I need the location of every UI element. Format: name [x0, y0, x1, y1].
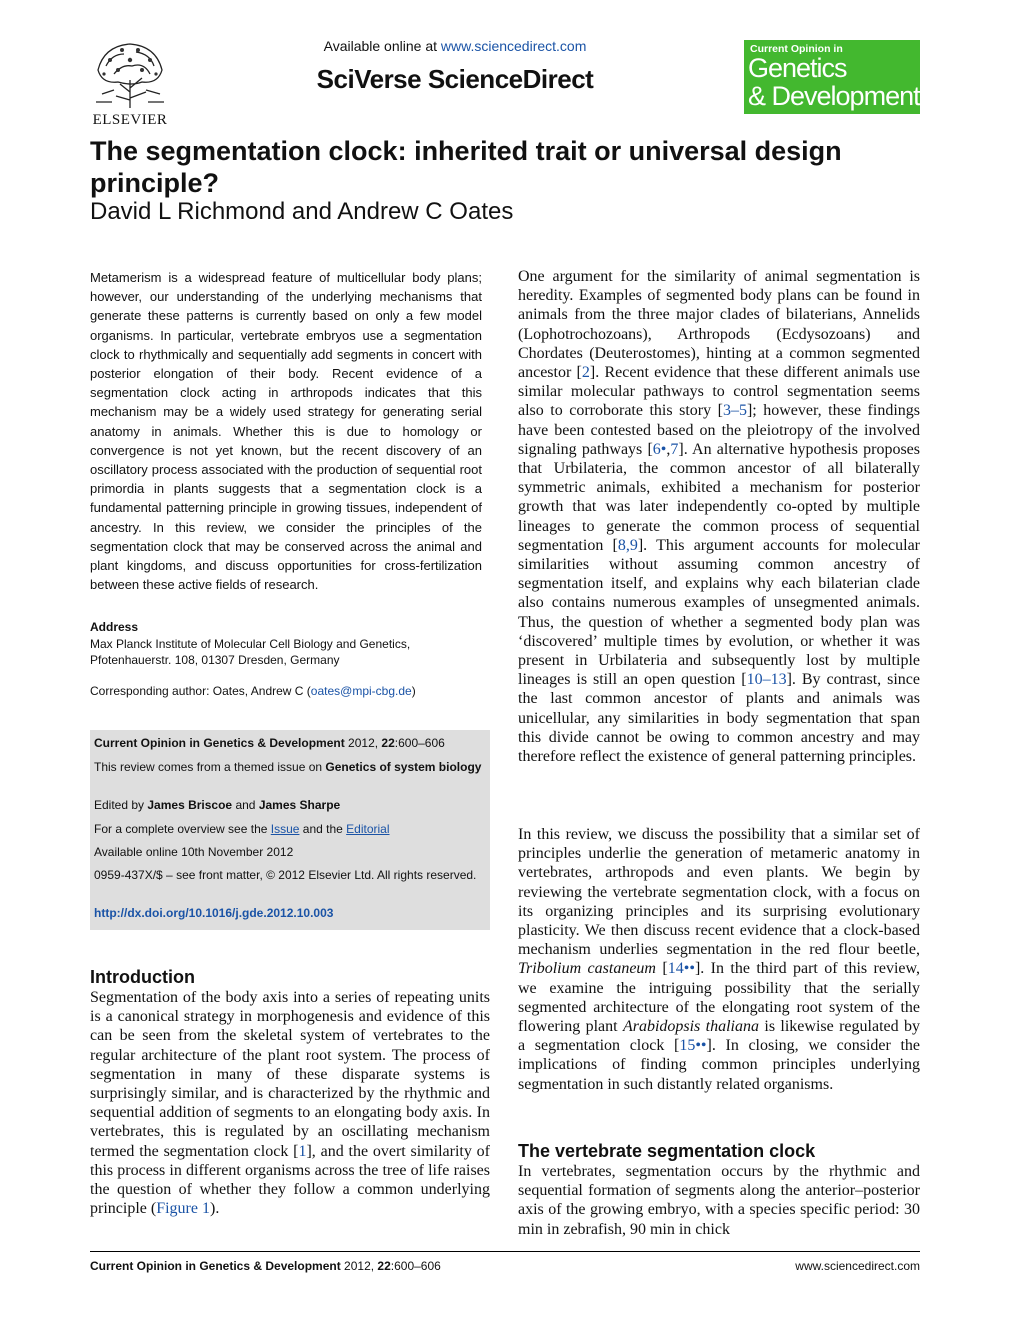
elsevier-logo — [90, 40, 170, 128]
info-journal: Current Opinion in Genetics & Development — [94, 736, 345, 750]
info-theme: Genetics of system biology — [325, 760, 482, 774]
info-overview — [94, 822, 484, 837]
address-line-2: Pfotenhauerstr. 108, 01307 Dresden, Germany — [90, 653, 340, 667]
ref-6-link[interactable]: 6• — [652, 440, 667, 458]
footer-pages: :600–606 — [390, 1259, 441, 1273]
footer-year: 2012, — [344, 1259, 375, 1273]
ref-7-link[interactable]: 7 — [670, 440, 679, 458]
p1-text-e: ]. This argument accounts for molecular similarities without assuming common ancestry of segmentation itself, and explains why each bilaterian clade also contains numerous examples of unsegmented animals. Thus, the question of whether a segmented body plan was ‘discovered’ multiple times by evolution, or whether it was present in Urbilateria and subsequently lost by multiple lineages is still an open question [ — [518, 536, 921, 689]
info-edited-prefix: Edited by — [94, 798, 148, 812]
species-arabidopsis: Arabidopsis thaliana — [622, 1018, 759, 1036]
address — [90, 636, 482, 668]
footer-volume: 22 — [377, 1259, 391, 1273]
info-citation — [94, 736, 484, 751]
p2-text-a: In this review, we discuss the possibility that a similar set of principles underlie the generation of metameric anatomy in vertebrates, arthropods and even plants. We begin by reviewing the vertebrate segmentation clock, with a focus on its organizing principles and its surprising evolutionary plasticity. We then discuss recent evidence that a clock-based mechanism underlies segmentation in the red flour beetle, — [518, 826, 920, 959]
journal-line-1: Genetics — [748, 53, 847, 83]
doi-link[interactable]: http://dx.doi.org/10.1016/j.gde.2012.10.003 — [94, 906, 334, 920]
info-volume: 22 — [381, 736, 395, 750]
intro-text-b: ], and the overt similarity of this process in different organisms across the tree of life raises the question of whether they follow a common underlying principle ( — [90, 1142, 490, 1218]
figure-1-link[interactable]: Figure 1 — [156, 1200, 210, 1218]
introduction-text — [90, 988, 490, 1218]
author-email-link[interactable]: oates@mpi-cbg.de — [310, 684, 412, 698]
p1-ref-comma: , — [666, 440, 671, 458]
vertebrate-clock-heading: The vertebrate segmentation clock — [518, 1141, 816, 1161]
species-tribolium: Tribolium castaneum — [518, 960, 656, 978]
platform-name: SciVerse ScienceDirect — [316, 64, 594, 94]
elsevier-tree-icon — [92, 40, 168, 110]
info-editors — [94, 798, 484, 813]
ref-10-13-link[interactable]: 10–13 — [746, 671, 787, 689]
corresponding-author — [90, 684, 482, 698]
info-overview-mid: and the — [299, 822, 347, 836]
journal-line-2: & Development — [748, 81, 920, 111]
p1-text-a: One argument for the similarity of animal segmentation is heredity. Examples of segmented body plans can be found in animals from the three major clades of bilaterians, Annelids (Lophotrochozoans), Arthropods (Ecdysozoans) and Chordates (Deuterostomes), hinting at a common segmented ancestor [ — [518, 268, 920, 382]
info-available: Available online 10th November 2012 — [94, 845, 294, 859]
sciencedirect-link[interactable]: www.sciencedirect.com — [440, 38, 587, 54]
info-editor-1: James Briscoe — [147, 798, 233, 812]
info-copyright: 0959-437X/$ – see front matter, © 2012 Elsevier Ltd. All rights reserved. — [94, 868, 477, 882]
article-info-box — [90, 730, 490, 930]
issue-link[interactable]: Issue — [270, 822, 300, 836]
article-authors: David L Richmond and Andrew C Oates — [90, 198, 514, 225]
right-paragraph-1 — [518, 267, 920, 766]
p1-text-f: ]. By contrast, since the last common ancestor of plants and animals was unicellular, any similarities in body segmentation that span this divide cannot be owing to common ancestry and may therefore reflect the existence of general patterning principles. — [518, 671, 920, 766]
introduction-heading: Introduction — [90, 967, 195, 987]
available-prefix: Available online at — [323, 38, 441, 54]
p1-text-d: ]. An alternative hypothesis proposes that Urbilateria, the common ancestor of all bilaterally symmetric animals, exhibited a mechanism for posterior growth that was later independently co-opted by multiple lineages to generate the common process of sequential segmentation [ — [518, 440, 920, 554]
p2-text-c: ]. In the third part of this review, we examine the intriguing possibility that the serially segmented architecture of the elongating root system of the flowering plant — [518, 960, 921, 1036]
ref-1-link[interactable]: 1 — [298, 1142, 307, 1160]
ref-2-link[interactable]: 2 — [581, 364, 590, 382]
info-year: 2012, — [348, 736, 379, 750]
article-title: The segmentation clock: inherited trait or universal design principle? — [90, 136, 842, 198]
available-online — [250, 38, 660, 54]
footer-citation — [90, 1259, 441, 1273]
right-paragraph-2 — [518, 825, 920, 1094]
abstract: Metamerism is a widespread feature of multicellular body plans; however, our understanding of the underlying mechanisms that generate these patterns is currently based on only a few model organisms. In particular, vertebrate embryos use a segmentation clock to rhythmically and sequentially add segments in concert with posterior elongation of their body. Recent evidence of a segmentation clock acting in arthropods indicates that this mechanism may be a widely used strategy for generating serial anatomy in animals. Whether this is due to homology or convergence is not yet known, but the recent discovery of an oscillatory process associated with the production of sequential root primordia in plants suggests that a segmentation clock is a fundamental patterning principle in growing tissues, independent of ancestry. In this review, we consider the principles of the segmentation clock that may be conserved across the animal and plant kingdoms, and discuss opportunities for cross-fertilization between these active fields of research. — [90, 270, 482, 593]
footer-journal: Current Opinion in Genetics & Development — [90, 1259, 341, 1273]
footer-divider — [90, 1251, 920, 1252]
info-and: and — [232, 798, 259, 812]
intro-text-a: Segmentation of the body axis into a series of repeating units is a canonical strategy in morphogenesis and evidence of this can be seen from the skeletal system of vertebrates to the regular architecture of the plant root system. The process of segmentation in many of these disparate systems is surprisingly similar, and is characterized by the rhythmic and sequential addition of segments to an elongating body axis. In vertebrates, this is regulated by an oscillating mechanism termed the segmentation clock [ — [90, 989, 490, 1160]
info-overview-prefix: For a complete overview see the — [94, 822, 271, 836]
ref-15-link[interactable]: 15•• — [679, 1037, 707, 1055]
p1-text-c: ]; however, these findings have been contested based on the pleiotropy of the involved signaling pathways [ — [518, 402, 920, 458]
ref-3-5-link[interactable]: 3–5 — [722, 402, 747, 420]
info-editor-2: James Sharpe — [258, 798, 341, 812]
address-line-1: Max Planck Institute of Molecular Cell Biology and Genetics, — [90, 637, 411, 651]
address-heading: Address — [90, 620, 139, 634]
journal-small-title: Current Opinion in — [750, 43, 843, 55]
journal-big-title — [748, 54, 920, 110]
p2-text-e: ]. In closing, we consider the implications of finding common principles underlying segmentation in such distantly related organisms. — [518, 1037, 920, 1093]
ref-14-link[interactable]: 14•• — [667, 960, 695, 978]
info-pages: :600–606 — [394, 736, 445, 750]
corresponding-prefix: Corresponding author: Oates, Andrew C ( — [90, 684, 311, 698]
info-doi — [94, 906, 484, 921]
footer-url: www.sciencedirect.com — [795, 1259, 920, 1273]
info-themed-prefix: This review comes from a themed issue on — [94, 760, 326, 774]
p1-text-b: ]. Recent evidence that these different animals use similar molecular pathways to control segmentation seems also to corroborate this story [ — [518, 364, 920, 420]
ref-8-9-link[interactable]: 8,9 — [617, 536, 638, 554]
vertebrate-clock-text: In vertebrates, segmentation occurs by the rhythmic and sequential formation of segments along the anterior–posterior axis of the growing embryo, with a species specific period: 30 min in zebrafish, 90 min in chick — [518, 1163, 920, 1238]
p2-text-b: [ — [655, 960, 668, 978]
info-themed-issue — [94, 760, 484, 775]
journal-logo — [744, 40, 920, 114]
intro-text-c: ). — [209, 1200, 220, 1218]
corresponding-suffix: ) — [411, 684, 416, 698]
publisher-name: ELSEVIER — [92, 112, 168, 128]
editorial-link[interactable]: Editorial — [346, 822, 390, 836]
p2-text-d: is likewise regulated by a segmentation clock [ — [518, 1018, 920, 1055]
